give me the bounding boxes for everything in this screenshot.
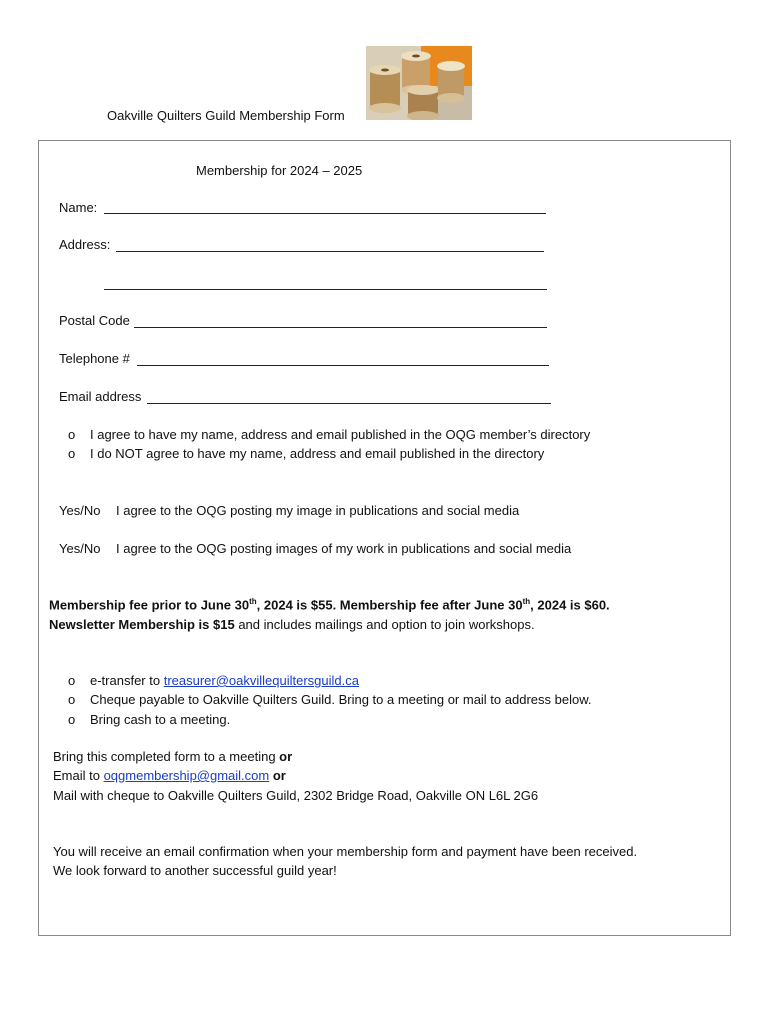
bullet-icon: o (68, 692, 76, 707)
thread-spools-image (366, 46, 472, 120)
bring-text: Bring this completed form to a meeting (53, 749, 280, 764)
directory-option-disagree[interactable] (68, 446, 544, 461)
newsletter-rest: and includes mailings and option to join workshops. (234, 617, 535, 632)
consent-work-yes-no[interactable]: Yes/No (59, 541, 101, 556)
consent-image-text: I agree to the OQG posting my image in publications and social media (116, 503, 520, 518)
address-field-line-1[interactable] (116, 251, 544, 252)
spools-illustration (366, 46, 472, 120)
email-label: Email address (59, 389, 142, 404)
consent-image-row (59, 503, 519, 518)
payment-option-cheque (68, 692, 591, 707)
membership-email-link[interactable]: oqgmembership@gmail.com (103, 768, 270, 783)
postal-code-field-line[interactable] (134, 327, 547, 328)
newsletter-text (49, 617, 535, 632)
radio-bullet-icon: o (68, 427, 76, 442)
directory-option-disagree-label: I do NOT agree to have my name, address and email published in the directory (90, 446, 545, 461)
submit-bring-line (53, 749, 292, 764)
postal-code-label: Postal Code (59, 313, 130, 328)
cash-label: Bring cash to a meeting. (90, 712, 231, 727)
submit-mail-line: Mail with cheque to Oakville Quilters Guild, 2302 Bridge Road, Oakville ON L6L 2G6 (53, 788, 539, 803)
fee-text (49, 597, 610, 612)
fee-part-1: Membership fee prior to June 30 (49, 597, 250, 613)
fee-sup-1: th (249, 597, 257, 606)
consent-work-row (59, 541, 571, 556)
or-text-2: or (269, 768, 286, 783)
name-label: Name: (59, 200, 98, 215)
fee-sup-2: th (522, 597, 531, 606)
email-to-text: Email to (53, 768, 104, 783)
telephone-label: Telephone # (59, 351, 130, 366)
closing-line-1: You will receive an email confirmation when your membership form and payment have been received. (53, 844, 638, 859)
treasurer-email-link[interactable]: treasurer@oakvillequiltersguild.ca (163, 673, 359, 688)
etransfer-label: e-transfer to (90, 673, 164, 688)
email-field-line[interactable] (147, 403, 551, 404)
bullet-icon: o (68, 712, 76, 727)
fee-part-2: , 2024 is $55. Membership fee after June 30 (256, 597, 523, 613)
consent-work-text: I agree to the OQG posting images of my work in publications and social media (116, 541, 572, 556)
name-field-line[interactable] (104, 213, 546, 214)
payment-option-cash (68, 712, 230, 727)
document-title: Oakville Quilters Guild Membership Form (107, 108, 345, 123)
closing-line-2: We look forward to another successful guild year! (53, 863, 337, 878)
radio-bullet-icon: o (68, 446, 76, 461)
consent-image-yes-no[interactable]: Yes/No (59, 503, 101, 518)
fee-part-3: , 2024 is $60. (530, 597, 610, 613)
address-field-line-2[interactable] (104, 289, 547, 290)
directory-option-agree[interactable] (68, 427, 590, 442)
address-label: Address: (59, 237, 111, 252)
membership-heading: Membership for 2024 – 2025 (196, 163, 363, 178)
cheque-label: Cheque payable to Oakville Quilters Guild. Bring to a meeting or mail to address below. (90, 692, 592, 707)
payment-option-etransfer (68, 673, 359, 688)
telephone-field-line[interactable] (137, 365, 549, 366)
directory-option-agree-label: I agree to have my name, address and email published in the OQG member’s directory (90, 427, 591, 442)
submit-email-line (53, 768, 286, 783)
newsletter-bold: Newsletter Membership is $15 (49, 617, 235, 632)
bullet-icon: o (68, 673, 76, 688)
or-text-1: or (279, 749, 293, 764)
form-border (38, 140, 731, 936)
